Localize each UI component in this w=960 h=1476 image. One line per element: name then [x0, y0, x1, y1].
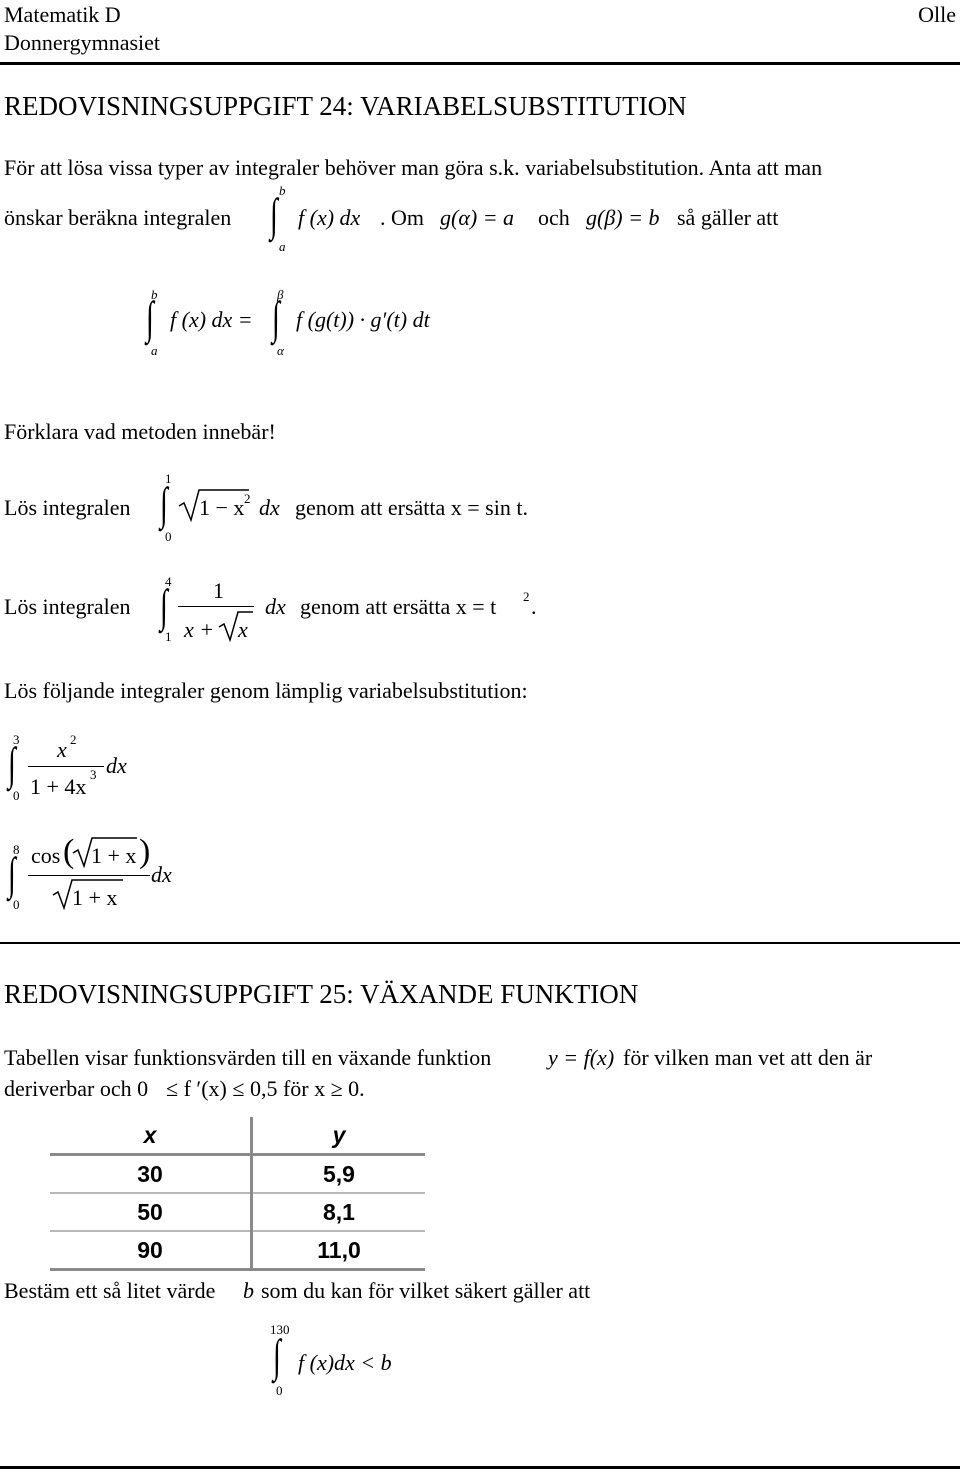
table-cell-x: 50 [50, 1193, 252, 1231]
q3-text: Lös följande integraler genom lämplig variabelsubstitution: [4, 678, 528, 703]
integral-sign: ∫ [8, 738, 16, 789]
intro-och: och [538, 205, 570, 230]
table-header-x: x [50, 1117, 252, 1155]
q3a-den-exponent: 3 [90, 767, 97, 782]
q3b-dx: dx [151, 862, 172, 887]
section-rule [0, 942, 960, 944]
condition-2: g(β) = b [586, 205, 660, 230]
q1-dx: dx [259, 495, 280, 520]
formula-right-lower: α [277, 343, 284, 358]
task25-question-start: Bestäm ett så litet värde [4, 1278, 216, 1303]
task24-heading: REDOVISNINGSUPPGIFT 24: VARIABELSUBSTITUTION [4, 91, 687, 121]
q2-exponent: 2 [523, 589, 530, 604]
table-row [50, 1155, 425, 1194]
integral-sign: ∫ [8, 848, 16, 899]
intro-lower-limit: a [279, 239, 286, 254]
q3b-lower-limit: 0 [13, 897, 20, 912]
explain-prompt: Förklara vad metoden innebär! [4, 419, 276, 444]
q2-denominator-sqrt: x [238, 617, 248, 642]
table-cell-x: 90 [50, 1231, 252, 1270]
table-header-y: y [252, 1117, 426, 1155]
q1-radicand: 1 − x [199, 495, 245, 520]
q2-numerator: 1 [213, 578, 224, 603]
intro-integrand: f (x) dx [298, 205, 361, 230]
formula-right: f (g(t)) · g′(t) dt [296, 307, 430, 332]
formula-right-upper: β [277, 287, 284, 302]
integral-sign: ∫ [160, 580, 168, 631]
intro-end: så gäller att [677, 205, 779, 230]
fraction-bar [178, 606, 254, 607]
q1-upper-limit: 1 [165, 471, 172, 486]
task25-heading: REDOVISNINGSUPPGIFT 25: VÄXANDE FUNKTION [4, 979, 639, 1009]
integral-sign: ∫ [272, 292, 280, 343]
q3b-num-radicand: 1 + x [91, 843, 137, 868]
paren-close: ) [139, 833, 151, 870]
q3a-num-exponent: 2 [70, 732, 77, 747]
task25-question-var: b [243, 1278, 254, 1303]
formula-left-upper: b [151, 287, 158, 302]
q3b-upper-limit: 8 [13, 842, 20, 857]
task25-line1-start: Tabellen visar funktionsvärden till en växande funktion [4, 1045, 492, 1070]
q3a-upper-limit: 3 [13, 732, 20, 747]
table-cell-y: 8,1 [252, 1193, 426, 1231]
condition-1: g(α) = a [440, 205, 515, 230]
header-rule [0, 62, 960, 65]
q2-start: Lös integralen [4, 594, 131, 619]
formula-left: f (x) dx = [170, 307, 253, 332]
q2-lower-limit: 1 [165, 629, 172, 644]
values-table [50, 1117, 425, 1271]
task25-function: y = f(x) [548, 1045, 615, 1070]
q2-period: . [531, 594, 537, 619]
task25-question-end: som du kan för vilket säkert gäller att [261, 1278, 591, 1303]
table-header-row [50, 1117, 425, 1155]
integral-sign: ∫ [270, 189, 278, 240]
task24-intro-line1: För att lösa vissa typer av integraler behöver man göra s.k. variabelsubstitution. Anta att man [4, 155, 823, 180]
author-name: Olle [918, 2, 956, 27]
q2-dx: dx [265, 594, 286, 619]
formula-left-lower: a [151, 343, 158, 358]
integral-sign: ∫ [273, 1330, 281, 1381]
q2-end: genom att ersätta x = t [300, 594, 497, 619]
q1-start: Lös integralen [4, 495, 131, 520]
table-cell-x: 30 [50, 1155, 252, 1194]
table-cell-y: 11,0 [252, 1231, 426, 1270]
q1-lower-limit: 0 [165, 529, 172, 544]
task25-condition: ≤ f ′(x) ≤ 0,5 för x ≥ 0. [166, 1076, 365, 1101]
table-row [50, 1193, 425, 1231]
paren-open: ( [63, 833, 75, 870]
sqrt-sign [218, 610, 254, 642]
footer-rule [0, 1466, 960, 1469]
task25-line1-end: för vilken man vet att den är [623, 1045, 873, 1070]
task25-line2-start: deriverbar och 0 [4, 1076, 149, 1101]
intro-om: . Om [380, 205, 424, 230]
q2-upper-limit: 4 [165, 574, 172, 589]
final-expression: f (x)dx < b [298, 1350, 392, 1375]
q2-denominator-a: x + [184, 617, 215, 642]
q3b-den-radicand: 1 + x [72, 885, 118, 910]
task24-intro-line2-start: önskar beräkna integralen [4, 205, 232, 230]
course-name: Matematik D [4, 2, 121, 27]
q1-end: genom att ersätta x = sin t. [295, 495, 528, 520]
intro-upper-limit: b [279, 183, 286, 198]
q1-exponent: 2 [244, 491, 251, 506]
table-cell-y: 5,9 [252, 1155, 426, 1194]
final-lower-limit: 0 [276, 1383, 283, 1398]
q3a-numerator: x [57, 737, 67, 762]
q3a-lower-limit: 0 [13, 788, 20, 803]
integral-sign: ∫ [160, 478, 168, 529]
final-upper-limit: 130 [270, 1322, 290, 1337]
school-name: Donnergymnasiet [4, 30, 161, 55]
q3a-denominator: 1 + 4x [30, 774, 87, 799]
integral-sign: ∫ [146, 292, 154, 343]
q3b-cos: cos [31, 843, 61, 868]
fraction-bar [28, 875, 150, 876]
table-row [50, 1231, 425, 1270]
q3a-dx: dx [106, 753, 127, 778]
